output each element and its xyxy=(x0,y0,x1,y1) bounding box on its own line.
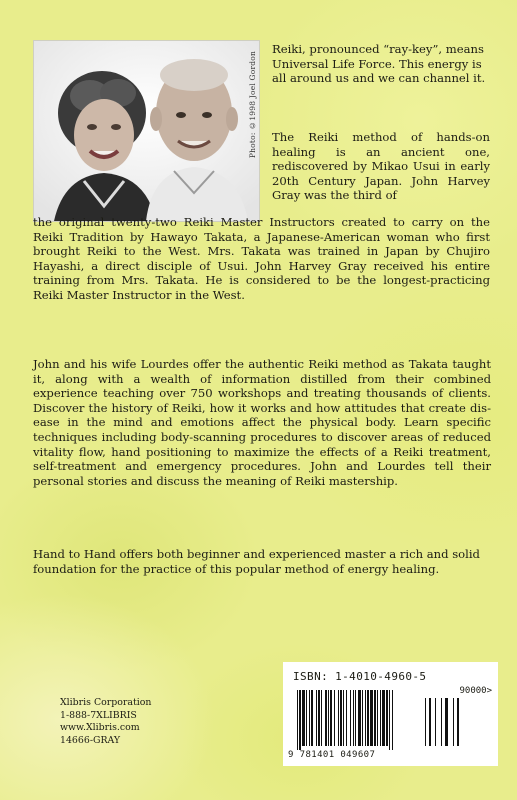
barcode-panel xyxy=(283,662,498,766)
intro-paragraph: Reiki, pronounced “ray-key”, means Universal Life Force. This energy is all around us and we can channel it. xyxy=(272,42,486,86)
publisher-website: www.Xlibris.com xyxy=(60,722,140,734)
publisher-code: 14666-GRAY xyxy=(60,734,121,746)
isbn-label: ISBN: 1-4010-4960-5 xyxy=(293,670,427,683)
publisher-info xyxy=(60,697,151,747)
price-code: 90000> xyxy=(459,686,492,696)
history-paragraph-full: the original twenty-two Reiki Master Instructors created to carry on the Reiki Tradition by Hawayo Takata, a Japanese-American woman who first brought Reiki to the West. Mrs. Takata was trained in Japan by Chujiro Hayashi, a direct disciple of Usui. John Harvey Gray received his entire training from Mrs. Takata. He is considered to be the longest-practicing Reiki Master Instructor in the West. xyxy=(33,215,490,302)
publisher-name: Xlibris Corporation xyxy=(60,697,152,708)
author-portrait-image xyxy=(34,41,259,221)
description-paragraph: John and his wife Lourdes offer the authentic Reiki method as Takata taught it, along with a wealth of information distilled from their combined experience teaching over 750 workshops and treating thousands of clients. Discover the history of Reiki, how it works and how attitudes that create dis-ease in the mind and emotions affect the physical body. Learn specific techniques including body-scanning procedures to discover areas of reduced vitality flow, hand positioning to maximize the effects of a Reiki treatment, self-treatment and emergency procedures. John and Lourdes tell their personal stories and discuss the meaning of Reiki mastership. xyxy=(33,357,491,488)
history-paragraph-side: The Reiki method of hands-on healing is an ancient one, rediscovered by Mikao Usui in early 20th Century Japan. John Harvey Gray was the third of xyxy=(272,130,490,203)
closing-paragraph: Hand to Hand offers both beginner and experienced master a rich and solid foundation for the practice of this popular method of energy healing. xyxy=(33,547,480,576)
publisher-phone: 1-888-7XLIBRIS xyxy=(60,709,137,721)
author-photo xyxy=(33,40,260,222)
photo-credit: Photo: ©1998 Joel Gordon xyxy=(248,51,257,159)
ean-number: 9 781401 049607 xyxy=(288,750,376,760)
